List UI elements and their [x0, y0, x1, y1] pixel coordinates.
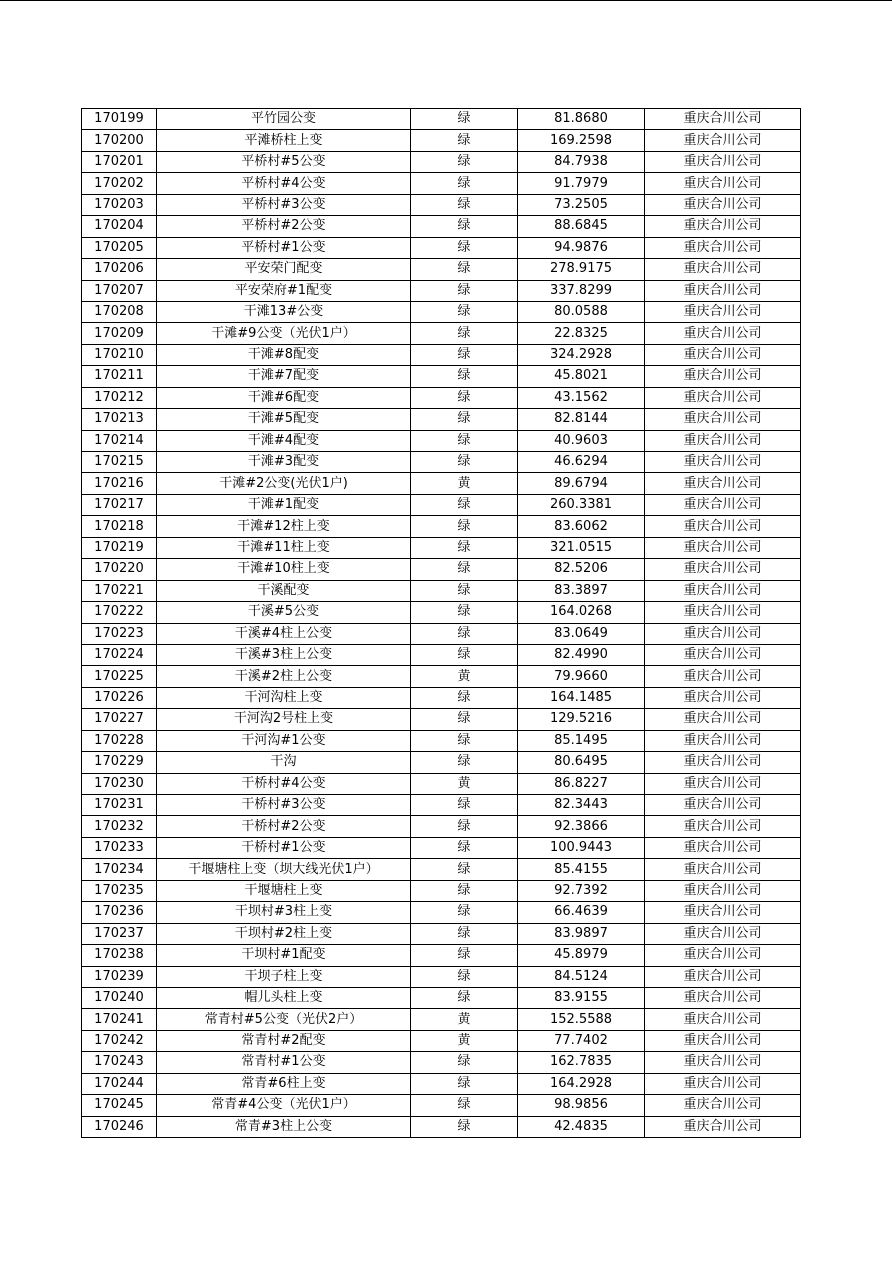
table-row	[82, 623, 801, 644]
cell-value: 85.4155	[518, 859, 645, 880]
cell-value: 83.3897	[518, 580, 645, 601]
cell-id: 170224	[82, 644, 157, 665]
table-row	[82, 859, 801, 880]
cell-name: 常青村#2配变	[157, 1030, 411, 1051]
cell-name: 干滩#9公变（光伏1户）	[157, 323, 411, 344]
cell-id: 170238	[82, 945, 157, 966]
cell-company: 重庆合川公司	[645, 1030, 801, 1051]
cell-id: 170245	[82, 1095, 157, 1116]
cell-company: 重庆合川公司	[645, 537, 801, 558]
cell-company: 重庆合川公司	[645, 795, 801, 816]
cell-value: 94.9876	[518, 237, 645, 258]
cell-name: 干溪#3柱上公变	[157, 644, 411, 665]
cell-value: 321.0515	[518, 537, 645, 558]
cell-name: 干沟	[157, 752, 411, 773]
cell-value: 43.1562	[518, 387, 645, 408]
cell-id: 170211	[82, 366, 157, 387]
cell-status: 绿	[411, 837, 518, 858]
cell-status: 绿	[411, 1073, 518, 1094]
table-row	[82, 880, 801, 901]
cell-name: 平滩桥柱上变	[157, 130, 411, 151]
transformer-table	[81, 108, 801, 1138]
cell-value: 278.9175	[518, 259, 645, 280]
cell-company: 重庆合川公司	[645, 516, 801, 537]
cell-value: 83.0649	[518, 623, 645, 644]
cell-name: 干桥村#4公变	[157, 773, 411, 794]
cell-company: 重庆合川公司	[645, 602, 801, 623]
cell-id: 170228	[82, 730, 157, 751]
cell-company: 重庆合川公司	[645, 709, 801, 730]
cell-name: 帽儿头柱上变	[157, 987, 411, 1008]
cell-value: 80.6495	[518, 752, 645, 773]
cell-id: 170214	[82, 430, 157, 451]
cell-value: 79.9660	[518, 666, 645, 687]
cell-status: 绿	[411, 151, 518, 172]
cell-id: 170243	[82, 1052, 157, 1073]
cell-company: 重庆合川公司	[645, 409, 801, 430]
table-row	[82, 409, 801, 430]
table-body	[82, 109, 801, 1138]
cell-id: 170210	[82, 344, 157, 365]
cell-value: 91.7979	[518, 173, 645, 194]
cell-status: 绿	[411, 409, 518, 430]
cell-id: 170208	[82, 301, 157, 322]
cell-name: 干溪#4柱上公变	[157, 623, 411, 644]
cell-id: 170213	[82, 409, 157, 430]
cell-status: 绿	[411, 623, 518, 644]
cell-value: 337.8299	[518, 280, 645, 301]
cell-name: 常青#3柱上公变	[157, 1116, 411, 1137]
cell-id: 170234	[82, 859, 157, 880]
cell-value: 98.9856	[518, 1095, 645, 1116]
cell-name: 干河沟2号柱上变	[157, 709, 411, 730]
cell-status: 绿	[411, 130, 518, 151]
cell-status: 绿	[411, 966, 518, 987]
table-row	[82, 109, 801, 130]
cell-company: 重庆合川公司	[645, 301, 801, 322]
table-row	[82, 216, 801, 237]
cell-name: 干滩#3配变	[157, 452, 411, 473]
cell-value: 324.2928	[518, 344, 645, 365]
cell-company: 重庆合川公司	[645, 1116, 801, 1137]
table-row	[82, 280, 801, 301]
cell-company: 重庆合川公司	[645, 987, 801, 1008]
cell-value: 40.9603	[518, 430, 645, 451]
cell-value: 82.8144	[518, 409, 645, 430]
cell-value: 77.7402	[518, 1030, 645, 1051]
cell-id: 170204	[82, 216, 157, 237]
cell-name: 干滩#4配变	[157, 430, 411, 451]
cell-name: 平桥村#3公变	[157, 194, 411, 215]
table-row	[82, 1095, 801, 1116]
cell-company: 重庆合川公司	[645, 194, 801, 215]
cell-name: 干溪#5公变	[157, 602, 411, 623]
cell-id: 170217	[82, 494, 157, 515]
cell-name: 常青#4公变（光伏1户）	[157, 1095, 411, 1116]
cell-status: 绿	[411, 902, 518, 923]
table-row	[82, 923, 801, 944]
cell-id: 170221	[82, 580, 157, 601]
cell-id: 170205	[82, 237, 157, 258]
table-row	[82, 666, 801, 687]
cell-name: 干滩#12柱上变	[157, 516, 411, 537]
cell-name: 平竹园公变	[157, 109, 411, 130]
cell-company: 重庆合川公司	[645, 859, 801, 880]
cell-name: 干河沟#1公变	[157, 730, 411, 751]
cell-value: 152.5588	[518, 1009, 645, 1030]
cell-status: 绿	[411, 259, 518, 280]
cell-id: 170242	[82, 1030, 157, 1051]
cell-company: 重庆合川公司	[645, 880, 801, 901]
table-row	[82, 580, 801, 601]
cell-value: 83.9155	[518, 987, 645, 1008]
cell-status: 绿	[411, 516, 518, 537]
cell-company: 重庆合川公司	[645, 730, 801, 751]
cell-status: 绿	[411, 366, 518, 387]
cell-id: 170232	[82, 816, 157, 837]
cell-company: 重庆合川公司	[645, 644, 801, 665]
table-row	[82, 709, 801, 730]
cell-name: 干滩#10柱上变	[157, 559, 411, 580]
cell-company: 重庆合川公司	[645, 580, 801, 601]
table-row	[82, 1073, 801, 1094]
cell-id: 170206	[82, 259, 157, 280]
cell-value: 100.9443	[518, 837, 645, 858]
cell-value: 92.3866	[518, 816, 645, 837]
cell-status: 绿	[411, 987, 518, 1008]
cell-name: 干溪#2柱上公变	[157, 666, 411, 687]
cell-company: 重庆合川公司	[645, 344, 801, 365]
cell-name: 常青村#5公变（光伏2户）	[157, 1009, 411, 1030]
cell-id: 170230	[82, 773, 157, 794]
cell-name: 平安荣府#1配变	[157, 280, 411, 301]
cell-name: 干坝子柱上变	[157, 966, 411, 987]
cell-status: 绿	[411, 237, 518, 258]
cell-value: 83.9897	[518, 923, 645, 944]
cell-status: 绿	[411, 945, 518, 966]
cell-company: 重庆合川公司	[645, 259, 801, 280]
cell-company: 重庆合川公司	[645, 430, 801, 451]
cell-company: 重庆合川公司	[645, 473, 801, 494]
cell-status: 绿	[411, 923, 518, 944]
cell-company: 重庆合川公司	[645, 452, 801, 473]
cell-value: 46.6294	[518, 452, 645, 473]
table-row	[82, 344, 801, 365]
cell-status: 绿	[411, 173, 518, 194]
table-row	[82, 173, 801, 194]
cell-status: 绿	[411, 580, 518, 601]
cell-id: 170201	[82, 151, 157, 172]
table-row	[82, 1030, 801, 1051]
cell-company: 重庆合川公司	[645, 966, 801, 987]
cell-name: 干堰塘柱上变（坝大线光伏1户）	[157, 859, 411, 880]
cell-name: 干桥村#3公变	[157, 795, 411, 816]
cell-company: 重庆合川公司	[645, 902, 801, 923]
cell-value: 260.3381	[518, 494, 645, 515]
cell-company: 重庆合川公司	[645, 773, 801, 794]
cell-value: 84.7938	[518, 151, 645, 172]
cell-status: 黄	[411, 1009, 518, 1030]
cell-status: 绿	[411, 452, 518, 473]
cell-name: 干溪配变	[157, 580, 411, 601]
cell-id: 170227	[82, 709, 157, 730]
cell-status: 绿	[411, 859, 518, 880]
cell-id: 170240	[82, 987, 157, 1008]
table-row	[82, 1052, 801, 1073]
table-row	[82, 537, 801, 558]
cell-name: 平桥村#4公变	[157, 173, 411, 194]
table-row	[82, 1116, 801, 1137]
table-row	[82, 1009, 801, 1030]
cell-value: 164.0268	[518, 602, 645, 623]
cell-id: 170236	[82, 902, 157, 923]
cell-value: 42.4835	[518, 1116, 645, 1137]
cell-status: 绿	[411, 280, 518, 301]
cell-company: 重庆合川公司	[645, 366, 801, 387]
cell-id: 170219	[82, 537, 157, 558]
cell-company: 重庆合川公司	[645, 216, 801, 237]
cell-status: 绿	[411, 537, 518, 558]
table-row	[82, 516, 801, 537]
table-row	[82, 644, 801, 665]
cell-status: 绿	[411, 109, 518, 130]
table-row	[82, 837, 801, 858]
cell-value: 84.5124	[518, 966, 645, 987]
cell-value: 86.8227	[518, 773, 645, 794]
cell-value: 88.6845	[518, 216, 645, 237]
cell-id: 170215	[82, 452, 157, 473]
cell-status: 绿	[411, 730, 518, 751]
cell-id: 170225	[82, 666, 157, 687]
cell-company: 重庆合川公司	[645, 109, 801, 130]
cell-status: 绿	[411, 1095, 518, 1116]
cell-id: 170212	[82, 387, 157, 408]
cell-id: 170209	[82, 323, 157, 344]
table-row	[82, 687, 801, 708]
cell-status: 绿	[411, 880, 518, 901]
cell-value: 82.4990	[518, 644, 645, 665]
cell-company: 重庆合川公司	[645, 687, 801, 708]
cell-id: 170241	[82, 1009, 157, 1030]
cell-name: 平安荣门配变	[157, 259, 411, 280]
table-row	[82, 752, 801, 773]
cell-status: 绿	[411, 709, 518, 730]
cell-value: 80.0588	[518, 301, 645, 322]
cell-name: 干桥村#1公变	[157, 837, 411, 858]
cell-id: 170207	[82, 280, 157, 301]
cell-status: 黄	[411, 1030, 518, 1051]
cell-status: 绿	[411, 559, 518, 580]
cell-value: 129.5216	[518, 709, 645, 730]
cell-company: 重庆合川公司	[645, 923, 801, 944]
cell-status: 绿	[411, 301, 518, 322]
cell-name: 干坝村#1配变	[157, 945, 411, 966]
cell-name: 干滩#8配变	[157, 344, 411, 365]
cell-status: 绿	[411, 752, 518, 773]
cell-status: 绿	[411, 816, 518, 837]
cell-company: 重庆合川公司	[645, 323, 801, 344]
cell-name: 干滩#7配变	[157, 366, 411, 387]
table-row	[82, 795, 801, 816]
cell-id: 170246	[82, 1116, 157, 1137]
cell-status: 绿	[411, 387, 518, 408]
cell-status: 绿	[411, 344, 518, 365]
table-row	[82, 237, 801, 258]
cell-value: 82.3443	[518, 795, 645, 816]
cell-name: 平桥村#5公变	[157, 151, 411, 172]
cell-id: 170200	[82, 130, 157, 151]
cell-company: 重庆合川公司	[645, 1095, 801, 1116]
cell-status: 绿	[411, 194, 518, 215]
cell-company: 重庆合川公司	[645, 945, 801, 966]
cell-status: 绿	[411, 687, 518, 708]
table-row	[82, 301, 801, 322]
cell-company: 重庆合川公司	[645, 387, 801, 408]
table-row	[82, 730, 801, 751]
cell-value: 92.7392	[518, 880, 645, 901]
cell-id: 170244	[82, 1073, 157, 1094]
cell-id: 170199	[82, 109, 157, 130]
table-row	[82, 987, 801, 1008]
cell-name: 干滩#11柱上变	[157, 537, 411, 558]
table-row	[82, 559, 801, 580]
cell-name: 干滩#1配变	[157, 494, 411, 515]
cell-value: 66.4639	[518, 902, 645, 923]
cell-id: 170222	[82, 602, 157, 623]
cell-name: 干滩13#公变	[157, 301, 411, 322]
table-row	[82, 452, 801, 473]
cell-company: 重庆合川公司	[645, 173, 801, 194]
cell-company: 重庆合川公司	[645, 1052, 801, 1073]
cell-status: 绿	[411, 1116, 518, 1137]
cell-id: 170237	[82, 923, 157, 944]
cell-company: 重庆合川公司	[645, 1073, 801, 1094]
cell-value: 169.2598	[518, 130, 645, 151]
table-row	[82, 366, 801, 387]
cell-value: 164.1485	[518, 687, 645, 708]
cell-id: 170226	[82, 687, 157, 708]
cell-value: 82.5206	[518, 559, 645, 580]
cell-company: 重庆合川公司	[645, 130, 801, 151]
table-row	[82, 602, 801, 623]
cell-name: 干滩#2公变(光伏1户)	[157, 473, 411, 494]
cell-status: 绿	[411, 323, 518, 344]
cell-status: 绿	[411, 644, 518, 665]
table-row	[82, 902, 801, 923]
cell-id: 170203	[82, 194, 157, 215]
cell-value: 89.6794	[518, 473, 645, 494]
cell-value: 22.8325	[518, 323, 645, 344]
cell-value: 83.6062	[518, 516, 645, 537]
cell-company: 重庆合川公司	[645, 280, 801, 301]
table-row	[82, 194, 801, 215]
cell-id: 170231	[82, 795, 157, 816]
page-top-rule	[0, 0, 892, 1]
cell-value: 162.7835	[518, 1052, 645, 1073]
cell-status: 黄	[411, 473, 518, 494]
table-row	[82, 387, 801, 408]
cell-name: 干坝村#2柱上变	[157, 923, 411, 944]
cell-name: 干滩#5配变	[157, 409, 411, 430]
table-row	[82, 259, 801, 280]
cell-company: 重庆合川公司	[645, 837, 801, 858]
cell-id: 170239	[82, 966, 157, 987]
cell-status: 绿	[411, 602, 518, 623]
cell-name: 干坝村#3柱上变	[157, 902, 411, 923]
cell-id: 170233	[82, 837, 157, 858]
cell-id: 170235	[82, 880, 157, 901]
table-row	[82, 966, 801, 987]
cell-status: 绿	[411, 494, 518, 515]
cell-value: 164.2928	[518, 1073, 645, 1094]
cell-status: 绿	[411, 795, 518, 816]
cell-company: 重庆合川公司	[645, 666, 801, 687]
cell-value: 85.1495	[518, 730, 645, 751]
cell-id: 170202	[82, 173, 157, 194]
table-row	[82, 494, 801, 515]
table-row	[82, 323, 801, 344]
table-row	[82, 816, 801, 837]
cell-company: 重庆合川公司	[645, 151, 801, 172]
cell-name: 平桥村#1公变	[157, 237, 411, 258]
cell-status: 绿	[411, 430, 518, 451]
cell-company: 重庆合川公司	[645, 816, 801, 837]
cell-name: 干滩#6配变	[157, 387, 411, 408]
cell-name: 干桥村#2公变	[157, 816, 411, 837]
cell-name: 常青村#1公变	[157, 1052, 411, 1073]
cell-company: 重庆合川公司	[645, 559, 801, 580]
table-row	[82, 430, 801, 451]
cell-company: 重庆合川公司	[645, 1009, 801, 1030]
cell-name: 平桥村#2公变	[157, 216, 411, 237]
cell-company: 重庆合川公司	[645, 494, 801, 515]
cell-status: 黄	[411, 773, 518, 794]
cell-company: 重庆合川公司	[645, 752, 801, 773]
cell-id: 170218	[82, 516, 157, 537]
cell-name: 干堰塘柱上变	[157, 880, 411, 901]
cell-id: 170216	[82, 473, 157, 494]
cell-value: 81.8680	[518, 109, 645, 130]
table-row	[82, 773, 801, 794]
table-row	[82, 945, 801, 966]
cell-name: 常青#6柱上变	[157, 1073, 411, 1094]
cell-name: 干河沟柱上变	[157, 687, 411, 708]
cell-company: 重庆合川公司	[645, 237, 801, 258]
cell-id: 170223	[82, 623, 157, 644]
cell-status: 绿	[411, 216, 518, 237]
cell-id: 170229	[82, 752, 157, 773]
cell-value: 45.8021	[518, 366, 645, 387]
cell-company: 重庆合川公司	[645, 623, 801, 644]
cell-id: 170220	[82, 559, 157, 580]
cell-status: 绿	[411, 1052, 518, 1073]
cell-status: 黄	[411, 666, 518, 687]
cell-value: 73.2505	[518, 194, 645, 215]
table-row	[82, 130, 801, 151]
table-row	[82, 151, 801, 172]
cell-value: 45.8979	[518, 945, 645, 966]
table-row	[82, 473, 801, 494]
